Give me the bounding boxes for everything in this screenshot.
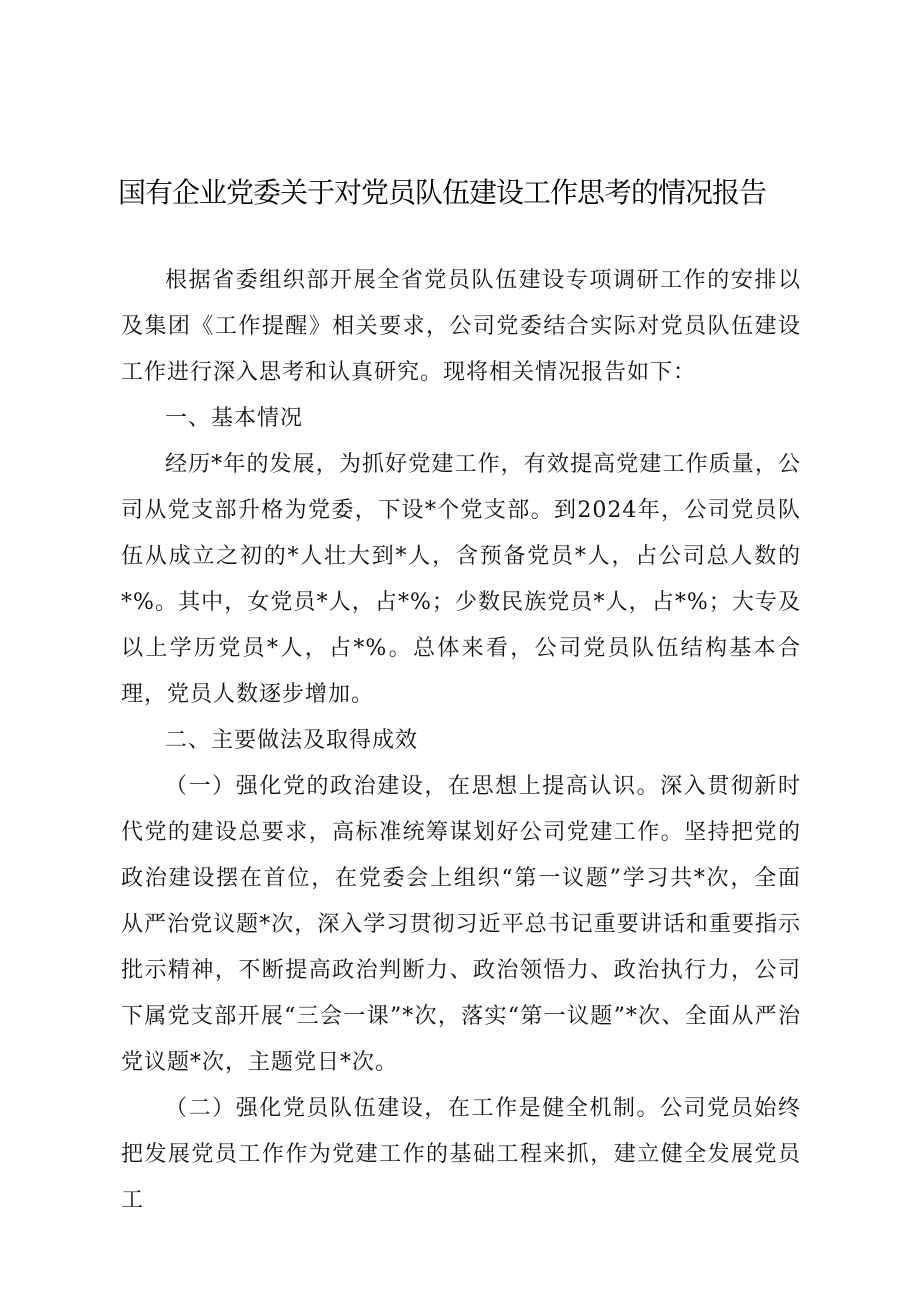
practice-paragraph-political-building: （一）强化党的政治建设，在思想上提高认识。深入贯彻新时代党的建设总要求，高标准统筹谋划好公司党建工作。坚持把党的政治建设摆在首位，在党委会上组织“第一议题”学习共*次，全面从严治党议题*次，深入学习贯彻习近平总书记重要讲话和重要指示批示精神，不断提高政治判断力、政治领悟力、政治执行力，公司下属党支部开展“三会一课”*次，落实“第一议题”*次、全面从严治党议题*次，主题党日*次。: [121, 774, 801, 1075]
section-heading-basic-situation: 一、基本情况: [165, 406, 304, 431]
section-heading-main-practices: 二、主要做法及取得成效: [165, 728, 419, 753]
intro-paragraph: 根据省委组织部开展全省党员队伍建设专项调研工作的安排以及集团《工作提醒》相关要求，公司党委结合实际对党员队伍建设工作进行深入思考和认真研究。现将相关情况报告如下：: [121, 268, 801, 385]
document-title: 国有企业党委关于对党员队伍建设工作思考的情况报告: [118, 176, 767, 209]
practice-paragraph-member-team-building: （二）强化党员队伍建设，在工作是健全机制。公司党员始终把发展党员工作作为党建工作的基础工程来抓，建立健全发展党员工: [121, 1096, 801, 1213]
document-body: [121, 258, 801, 1224]
basic-situation-paragraph: 经历*年的发展，为抓好党建工作，有效提高党建工作质量，公司从党支部升格为党委，下设*个党支部。到2024年，公司党员队伍从成立之初的*人壮大到*人，含预备党员*人，占公司总人数的*%。其中，女党员*人，占*%；少数民族党员*人，占*%；大专及以上学历党员*人，占*%。总体来看，公司党员队伍结构基本合理，党员人数逐步增加。: [121, 452, 801, 707]
